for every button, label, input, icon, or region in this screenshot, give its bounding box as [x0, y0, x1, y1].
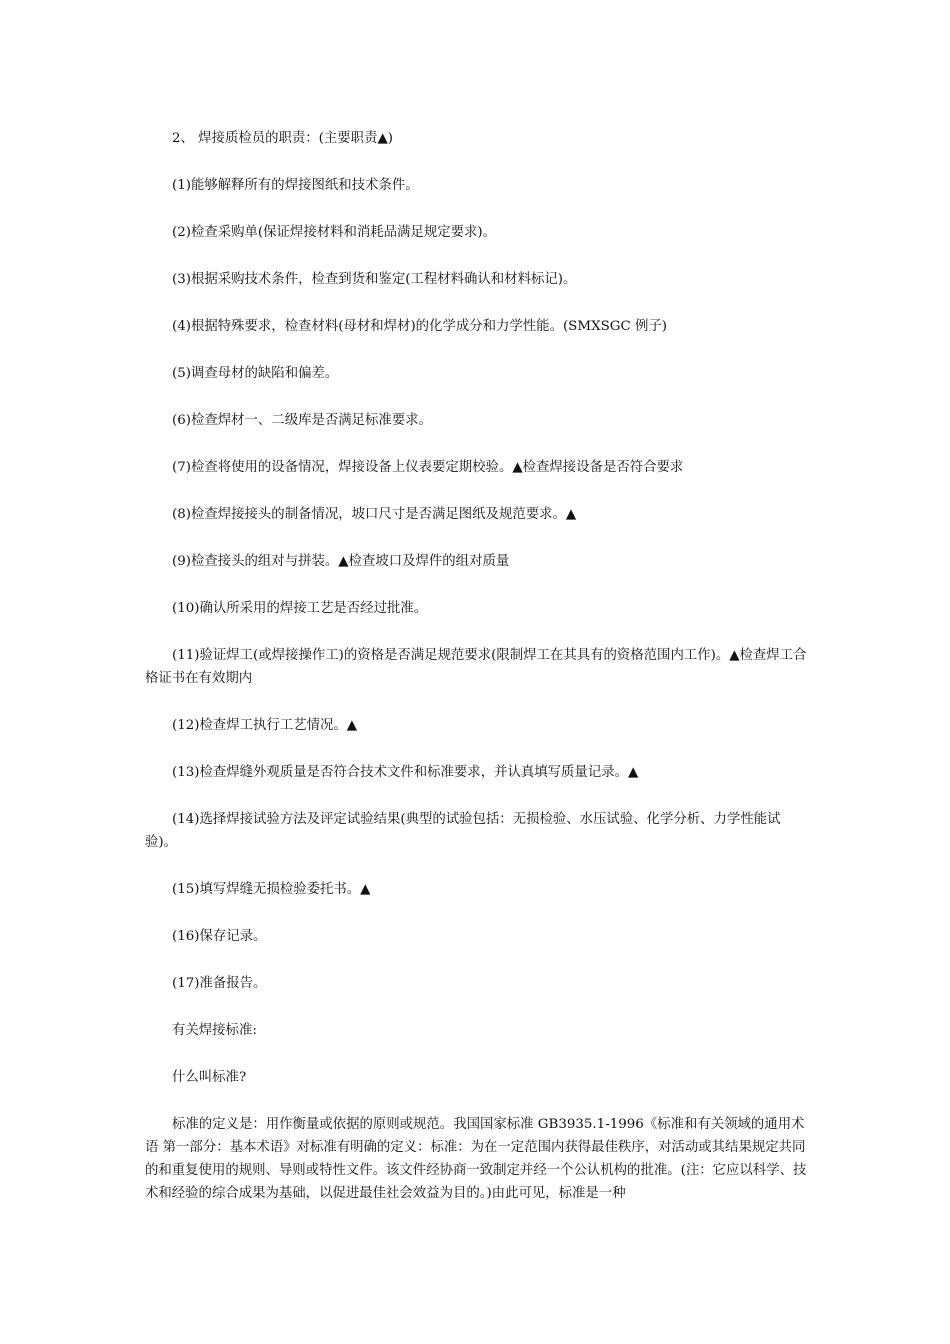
document-body — [145, 127, 807, 1229]
duty-item-1: (1)能够解释所有的焊接图纸和技术条件。 — [172, 178, 419, 193]
duty-item-10: (10)确认所采用的焊接工艺是否经过批准。 — [172, 601, 428, 616]
duty-item-11: (11)验证焊工(或焊接操作工)的资格是否满足规范要求(限制焊工在其具有的资格范围内工作)。▲检查焊工合格证书在有效期内 — [145, 648, 807, 686]
duty-item-16: (16)保存记录。 — [172, 929, 267, 944]
duty-item-3: (3)根据采购技术条件，检查到货和鉴定(工程材料确认和材料标记)。 — [172, 272, 577, 287]
duty-item-9: (9)检查接头的组对与拼装。▲检查坡口及焊件的组对质量 — [172, 554, 510, 569]
duty-item-15: (15)填写焊缝无损检验委托书。▲ — [172, 882, 371, 897]
duty-item-5: (5)调查母材的缺陷和偏差。 — [172, 366, 339, 381]
duty-item-13: (13)检查焊缝外观质量是否符合技术文件和标准要求，并认真填写质量记录。▲ — [172, 765, 639, 780]
duty-item-17: (17)准备报告。 — [172, 976, 267, 991]
duty-item-8: (8)检查焊接接头的制备情况，坡口尺寸是否满足图纸及规范要求。▲ — [172, 507, 577, 522]
duty-item-7: (7)检查将使用的设备情况，焊接设备上仪表要定期校验。▲检查焊接设备是否符合要求 — [172, 460, 684, 475]
standards-heading: 有关焊接标准: — [172, 1023, 257, 1038]
duty-item-12: (12)检查焊工执行工艺情况。▲ — [172, 718, 358, 733]
section-heading: 2、 焊接质检员的职责：(主要职责▲) — [172, 131, 393, 146]
duty-item-6: (6)检查焊材一、二级库是否满足标准要求。 — [172, 413, 432, 428]
duty-item-4: (4)根据特殊要求，检查材料(母材和焊材)的化学成分和力学性能。(SMXSGC 例子) — [172, 319, 667, 334]
duty-item-14: (14)选择焊接试验方法及评定试验结果(典型的试验包括：无损检验、水压试验、化学分析、力学性能试验)。 — [145, 812, 781, 850]
standards-definition: 标准的定义是：用作衡量或依据的原则或规范。我国国家标准 GB3935.1-1996《标准和有关领域的通用术语 第一部分：基本术语》对标准有明确的定义：标准：为在一定范围内获得最佳秩序，对活动或其结果规定共同的和重复使用的规则、导则或特性文件。该文件经协商一致制定并经一个公认机构的批准。(注：它应以科学、技术和经验的综合成果为基础，以促进最佳社会效益为目的。)由此可见，标准是一种 — [145, 1117, 807, 1201]
standards-question: 什么叫标准? — [172, 1070, 247, 1085]
duty-item-2: (2)检查采购单(保证焊接材料和消耗品满足规定要求)。 — [172, 225, 497, 240]
